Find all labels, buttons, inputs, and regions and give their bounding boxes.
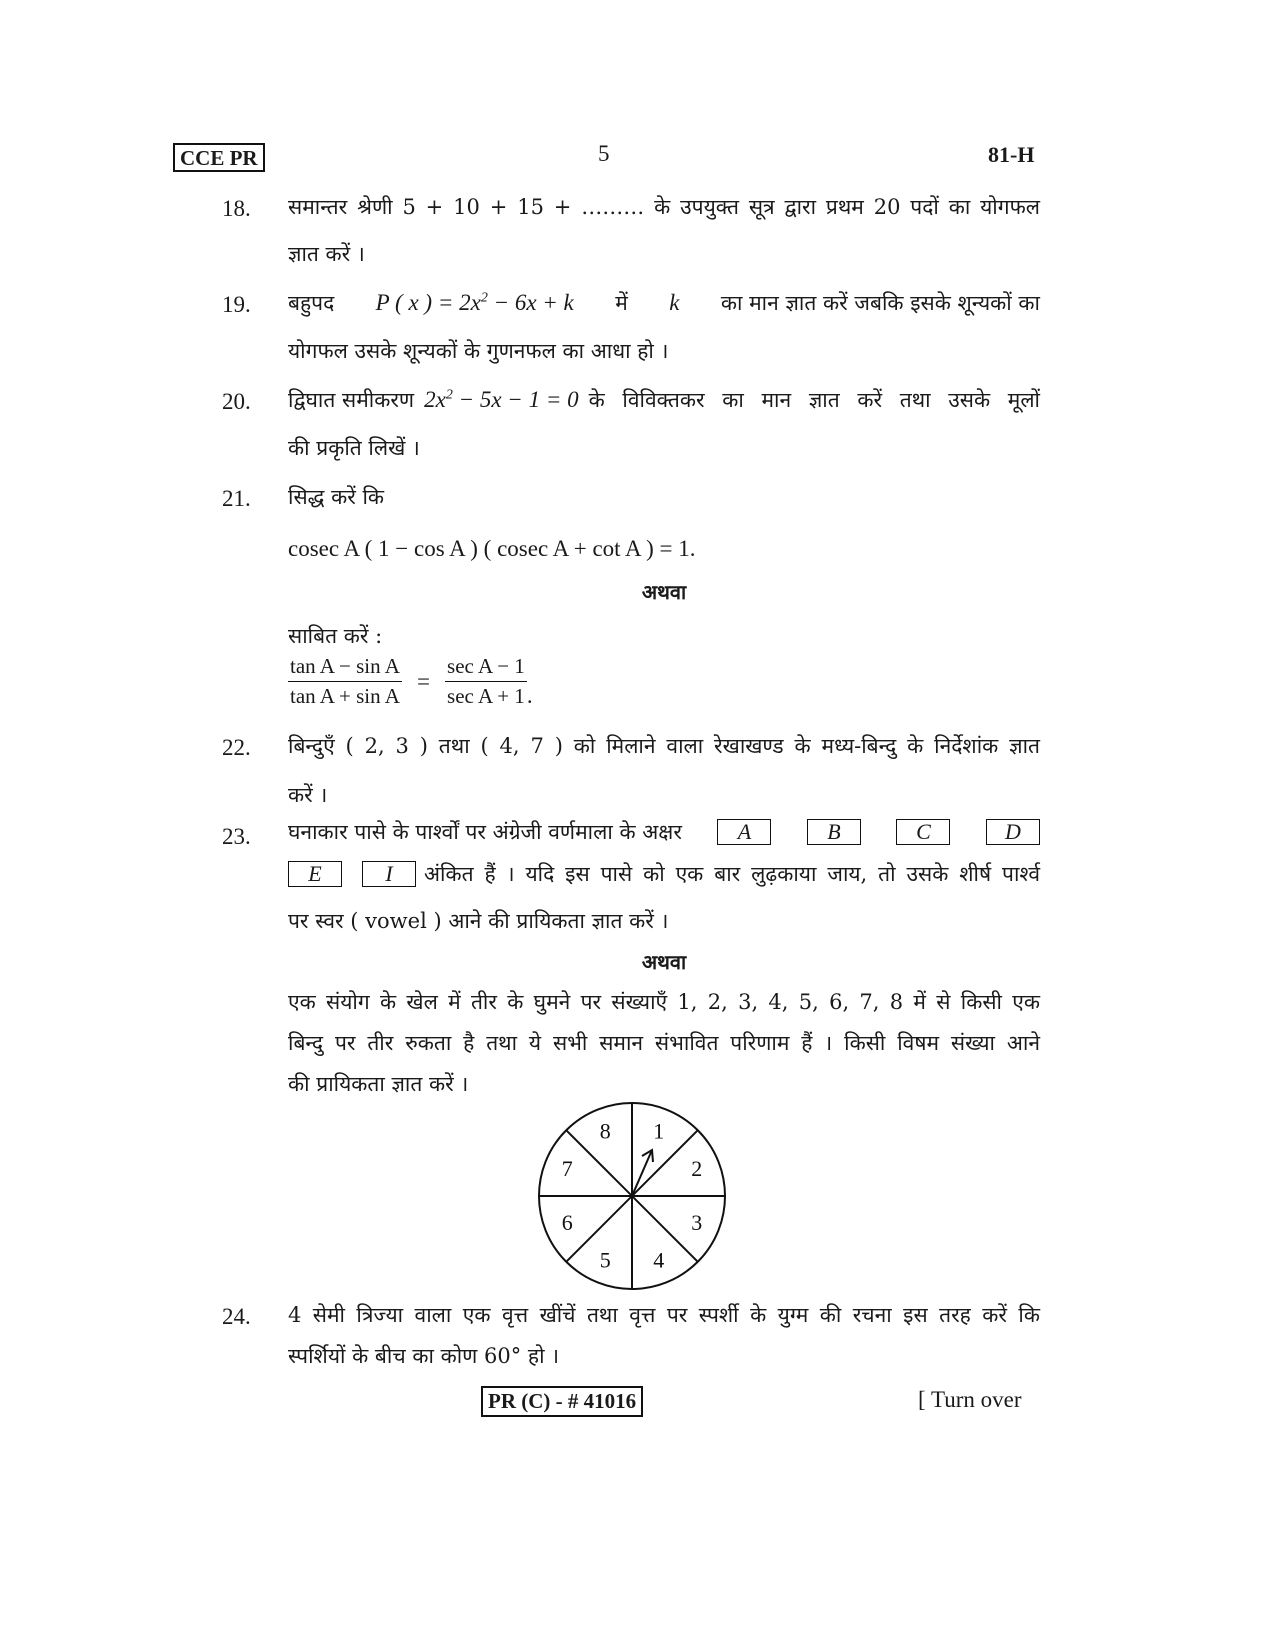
q23-line2 <box>288 860 1040 888</box>
spinner-label-5: 5 <box>599 1247 611 1273</box>
q21-fraction-identity <box>288 654 533 709</box>
q21-or: अथवा <box>641 580 687 604</box>
q21-fraction-right: $\frac{\text{sec A − 1}}{\text{sec A + 1}}$ <box>447 654 525 708</box>
q18-line1: समान्तर श्रेणी 5 + 10 + 15 + ……… के उपयुक्त सूत्र द्वारा प्रथम 20 पदों का योगफल <box>288 195 1040 219</box>
q19-var-k: k <box>669 290 680 315</box>
q18-number: 18. <box>222 196 251 221</box>
q19-number: 19. <box>222 292 251 317</box>
q23-line1 <box>288 818 1040 846</box>
q20-line2: की प्रकृति लिखें । <box>288 436 420 460</box>
q21-equals: = <box>416 668 430 694</box>
q20-text-a: द्विघात समीकरण <box>288 388 415 412</box>
letter-box-b: B <box>807 819 861 845</box>
spinner-label-2: 2 <box>691 1156 703 1182</box>
spinner-figure <box>536 1100 728 1292</box>
spinner-label-8: 8 <box>599 1118 611 1144</box>
letter-box-a: A <box>717 819 771 845</box>
q18-line2: ज्ञात करें । <box>288 242 365 266</box>
q22-line2: करें । <box>288 783 328 807</box>
footer-code: PR (C) - # 41016 <box>481 1386 643 1417</box>
q23-alt-line1: एक संयोग के खेल में तीर के घुमने पर संख्याएँ 1, 2, 3, 4, 5, 6, 7, 8 में से किसी एक <box>288 990 1040 1014</box>
letter-box-c: C <box>896 819 950 845</box>
q21-alt-intro: साबित करें : <box>288 624 383 648</box>
spinner-label-6: 6 <box>561 1209 573 1235</box>
q22-number: 22. <box>222 735 251 760</box>
letter-box-d: D <box>986 819 1040 845</box>
q23-text: घनाकार पासे के पार्श्वों पर अंग्रेजी वर्णमाला के अक्षर <box>288 820 682 844</box>
q19-line1 <box>288 289 1040 317</box>
q19-line2: योगफल उसके शून्यकों के गुणनफल का आधा हो । <box>288 339 669 363</box>
q20-line1 <box>288 386 1040 414</box>
q23-number: 23. <box>222 824 251 849</box>
q20-number: 20. <box>222 389 251 414</box>
header-box: CCE PR <box>173 143 265 172</box>
q19-text-a: बहुपद <box>288 291 335 315</box>
letter-box-e: E <box>288 861 342 887</box>
page-number: 5 <box>598 141 610 166</box>
q19-text-c: का मान ज्ञात करें जबकि इसके शून्यकों का <box>720 291 1040 315</box>
spinner-label-4: 4 <box>653 1247 665 1273</box>
q21-number: 21. <box>222 486 251 511</box>
q21-identity: cosec A ( 1 − cos A ) ( cosec A + cot A ) = 1. <box>288 536 696 561</box>
spinner-label-3: 3 <box>691 1209 703 1235</box>
q20-text-b: के विविक्तकर का मान ज्ञात करें तथा उसके मूलों <box>588 388 1040 412</box>
spinner-label-1: 1 <box>653 1118 665 1144</box>
paper-code: 81-H <box>988 142 1035 167</box>
q19-polynomial: P ( x ) = $2x^2 - 6x + k$ <box>375 290 574 315</box>
q23-alt-line3: की प्रायिकता ज्ञात करें । <box>288 1072 469 1096</box>
q24-line1: 4 सेमी त्रिज्या वाला एक वृत्त खींचें तथा वृत्त पर स्पर्शी के युग्म की रचना इस तरह करें कि <box>288 1303 1040 1327</box>
q21-fraction-left: $\frac{\text{tan A − sin A}}{\text{tan A + sin A}}$ <box>290 654 400 708</box>
spinner-label-7: 7 <box>561 1156 573 1182</box>
q23-line3: पर स्वर ( vowel ) आने की प्रायिकता ज्ञात करें । <box>288 909 669 933</box>
letter-box-i: I <box>362 861 416 887</box>
q21-period: . <box>526 683 533 708</box>
q24-number: 24. <box>222 1304 251 1329</box>
q23-or: अथवा <box>641 950 687 974</box>
q23-text-2: अंकित हैं । यदि इस पासे को एक बार लुढ़काया जाय, तो उसके शीर्ष पार्श्व <box>424 862 1040 886</box>
spinner-arrow-shaft <box>632 1150 652 1196</box>
q24-line2: स्पर्शियों के बीच का कोण 60° हो । <box>288 1344 560 1368</box>
turn-over: [ Turn over <box>918 1387 1022 1412</box>
q21-intro: सिद्ध करें कि <box>288 485 385 509</box>
q22-line1: बिन्दुएँ ( 2, 3 ) तथा ( 4, 7 ) को मिलाने वाला रेखाखण्ड के मध्य-बिन्दु के निर्देशांक ज्ञात <box>288 734 1040 758</box>
q20-equation: $2x^2 - 5x - 1 = 0$ <box>424 387 579 412</box>
q23-alt-line2: बिन्दु पर तीर रुकता है तथा ये सभी समान संभावित परिणाम हैं । किसी विषम संख्या आने <box>288 1031 1040 1055</box>
q19-text-b: में <box>615 291 628 315</box>
